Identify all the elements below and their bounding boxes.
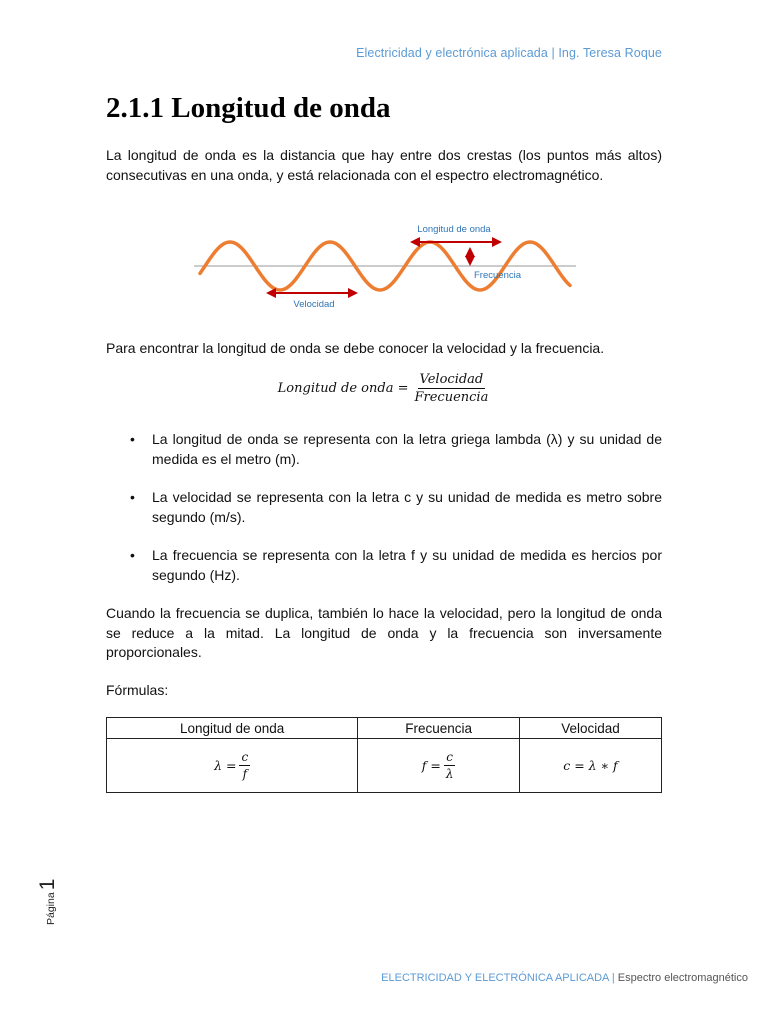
formulas-label: Fórmulas:: [106, 682, 169, 698]
list-item-text: La velocidad se representa con la letra c y su unidad de medida es metro sobre segundo (m/s).: [152, 489, 662, 525]
velocity-formula: c = λ ∗ f: [563, 758, 618, 773]
freq-denominator: λ: [445, 767, 454, 781]
freq-fraction: [444, 750, 456, 781]
lambda-numerator: c: [241, 750, 249, 764]
freq-numerator: c: [446, 750, 453, 764]
bullet-marker: •: [130, 547, 135, 563]
lambda-denominator: f: [242, 767, 248, 781]
formula-fraction: [412, 372, 490, 405]
intro-paragraph: La longitud de onda es la distancia que hay entre dos crestas (los puntos más altos) consecutivas en una onda, y está relacionada con el espectro electromagnético.: [106, 147, 662, 183]
cell-frequency-formula: [358, 739, 520, 793]
page-number: [36, 879, 60, 925]
wavelength-label: Longitud de onda: [417, 224, 491, 235]
paragraph-requirements: Para encontrar la longitud de onda se debe conocer la velocidad y la frecuencia.: [106, 340, 605, 356]
footer-course: ELECTRICIDAD Y ELECTRÓNICA APLICADA: [381, 972, 609, 984]
header-velocity: Velocidad: [519, 718, 661, 739]
formula-denominator: Frecuencia: [414, 390, 489, 405]
lambda-lhs: λ =: [214, 758, 237, 773]
section-title: 2.1.1 Longitud de onda: [106, 92, 391, 124]
velocity-label: Velocidad: [293, 299, 335, 310]
page-number-value: 1: [36, 878, 59, 891]
wave-diagram: [190, 214, 580, 314]
footer-topic: Espectro electromagnético: [617, 972, 748, 984]
formula-lhs: Longitud de onda =: [277, 381, 409, 396]
frequency-label: Frecuencia: [474, 270, 521, 281]
wavelength-formula: [106, 372, 662, 405]
bullet-marker: •: [130, 431, 135, 447]
paragraph-relationship: Cuando la frecuencia se duplica, también lo hace la velocidad, pero la longitud de onda se reduce a la mitad. La longitud de onda y la frecuencia son inversamente proporcionales.: [106, 605, 662, 660]
list-item: [106, 430, 662, 469]
lambda-fraction: [239, 750, 250, 781]
page-header: Electricidad y electrónica aplicada | Ing. Teresa Roque: [356, 46, 662, 60]
table-header-row: [107, 718, 662, 739]
page-footer: [381, 972, 748, 984]
table-row: [107, 739, 662, 793]
formula-numerator: Velocidad: [419, 372, 484, 387]
formulas-table: [106, 717, 662, 793]
header-wavelength: Longitud de onda: [107, 718, 358, 739]
list-item-text: La longitud de onda se representa con la letra griega lambda (λ) y su unidad de medida es el metro (m).: [152, 431, 662, 467]
footer-separator: |: [611, 972, 615, 984]
cell-velocity-formula: [519, 739, 661, 793]
list-item: [106, 488, 662, 527]
page-label: Página: [45, 892, 57, 925]
cell-wavelength-formula: [107, 739, 358, 793]
header-frequency: Frecuencia: [358, 718, 520, 739]
freq-lhs: f =: [421, 758, 441, 773]
list-item: [106, 546, 662, 585]
list-item-text: La frecuencia se representa con la letra f y su unidad de medida es hercios por segundo (Hz).: [152, 547, 662, 583]
bullet-marker: •: [130, 489, 135, 505]
definition-list: [106, 430, 662, 604]
